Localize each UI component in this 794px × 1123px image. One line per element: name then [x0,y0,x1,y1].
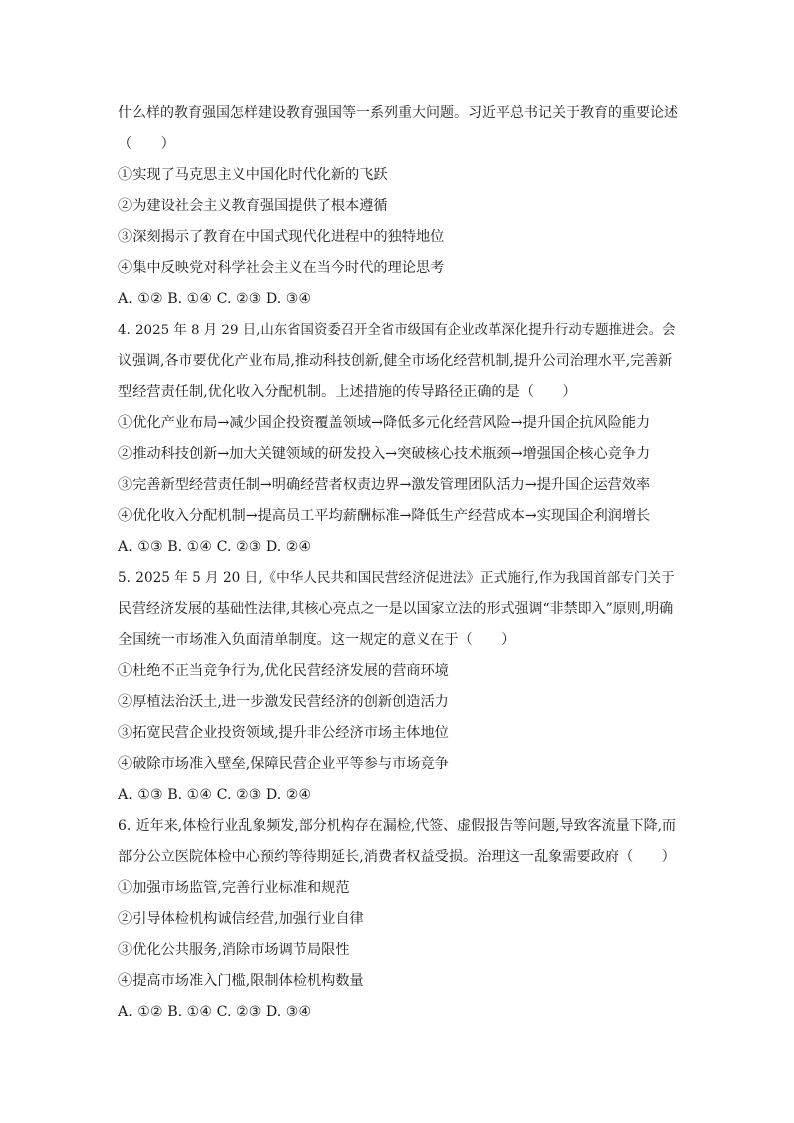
question-4 [118,315,678,563]
answer-choices: A. ①③ B. ①④ C. ②③ D. ②④ [118,539,312,555]
question-6 [118,811,678,1028]
question-stem: 型经营责任制,优化收入分配机制。上述措施的传导路径正确的是（ ） [118,384,577,400]
option-statement: ①杜绝不正当竞争行为,优化民营经济发展的营商环境 [118,663,449,679]
option-statement: ①加强市场监管,完善行业标准和规范 [118,880,350,896]
option-statement: ①优化产业布局→减少国企投资覆盖领域→降低多元化经营风险→提升国企抗风险能力 [118,415,651,431]
question-3 [118,98,678,315]
option-statement: ②为建设社会主义教育强国提供了根本遵循 [118,198,388,214]
answer-choices: A. ①② B. ①④ C. ②③ D. ③④ [118,291,312,307]
answer-choices: A. ①③ B. ①④ C. ②③ D. ②④ [118,787,312,803]
option-statement: ④破除市场准入壁垒,保障民营企业平等参与市场竞争 [118,756,449,772]
question-5 [118,563,678,811]
question-stem: 6. 近年来,体检行业乱象频发,部分机构存在漏检,代签、虚假报告等问题,导致客流量下降,而 [118,818,677,834]
option-statement: ②厚植法治沃土,进一步激发民营经济的创新创造活力 [118,694,449,710]
question-stem: 全国统一市场准入负面清单制度。这一规定的意义在于（ ） [118,632,516,648]
answer-bracket: （ ） [118,136,175,152]
question-stem: 议强调,各市要优化产业布局,推动科技创新,健全市场化经营机制,提升公司治理水平,完善新 [118,353,673,369]
question-stem: 民营经济发展的基础性法律,其核心亮点之一是以国家立法的形式强调“非禁即入”原则,明确 [118,601,674,617]
option-statement: ③深刻揭示了教育在中国式现代化进程中的独特地位 [118,229,445,245]
option-statement: ④集中反映党对科学社会主义在当今时代的理论思考 [118,260,445,276]
option-statement: ②引导体检机构诚信经营,加强行业自律 [118,911,364,927]
answer-choices: A. ①② B. ①④ C. ②③ D. ③④ [118,1004,312,1020]
option-statement: ④提高市场准入门槛,限制体检机构数量 [118,973,364,989]
option-statement: ①实现了马克思主义中国化时代化新的飞跃 [118,167,388,183]
option-statement: ②推动科技创新→加大关键领域的研发投入→突破核心技术瓶颈→增强国企核心竞争力 [118,446,651,462]
question-stem: 部分公立医院体检中心预约等待期延长,消费者权益受损。治理这一乱象需要政府（ ） [118,849,676,865]
question-stem: 5. 2025 年 5 月 20 日,《中华人民共和国民营经济促进法》正式施行,作为我国首部专门关于 [118,570,675,586]
option-statement: ③完善新型经营责任制→明确经营者权责边界→激发管理团队活力→提升国企运营效率 [118,477,651,493]
option-statement: ③优化公共服务,消除市场调节局限性 [118,942,350,958]
option-statement: ③拓宽民营企业投资领域,提升非公经济市场主体地位 [118,725,449,741]
question-stem: 什么样的教育强国怎样建设教育强国等一系列重大问题。习近平总书记关于教育的重要论述 [118,105,678,121]
document-page [118,98,678,1028]
option-statement: ④优化收入分配机制→提高员工平均薪酬标准→降低生产经营成本→实现国企利润增长 [118,508,651,524]
question-stem: 4. 2025 年 8 月 29 日,山东省国资委召开全省市级国有企业改革深化提升行动专题推进会。会 [118,323,676,338]
